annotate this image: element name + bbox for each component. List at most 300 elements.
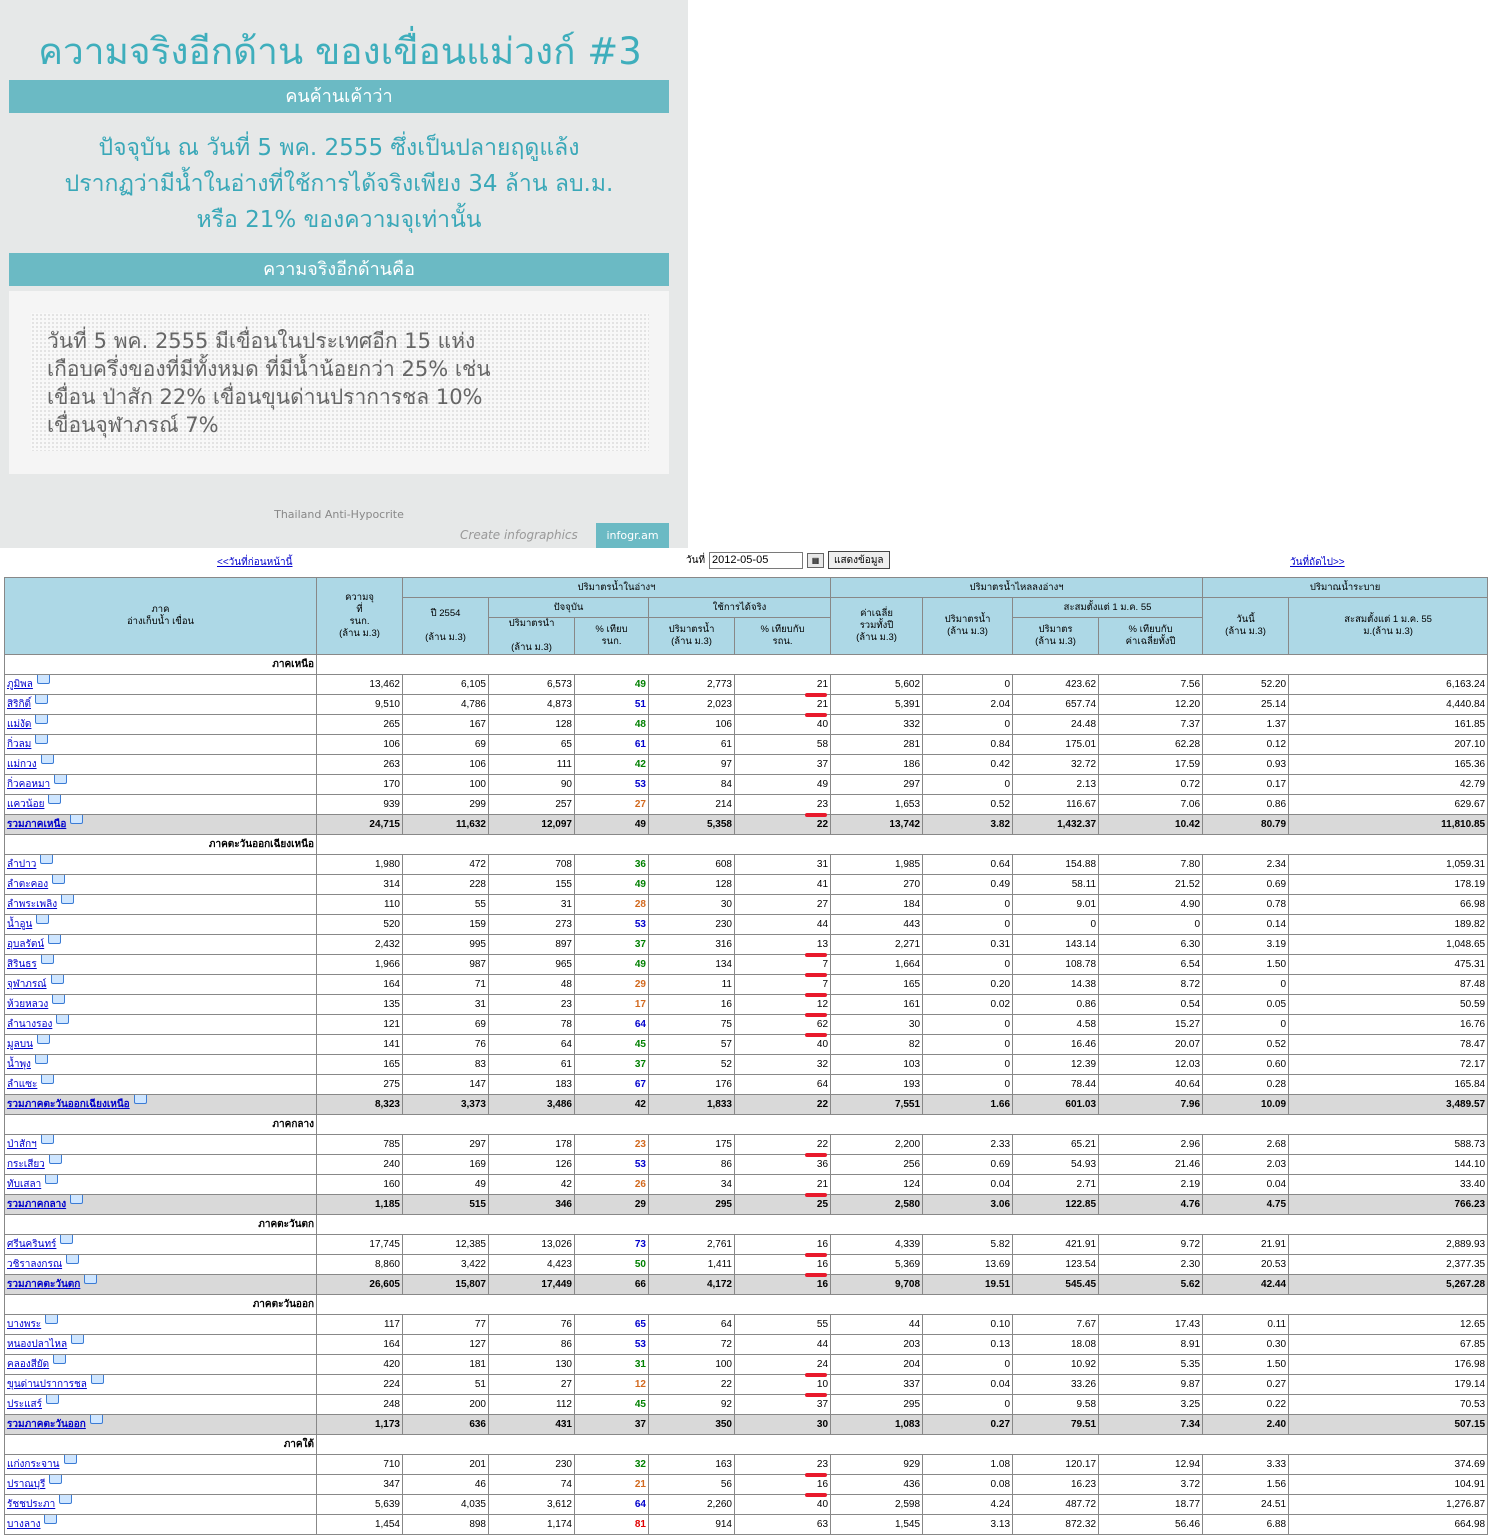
value-cell: 74 — [489, 1475, 575, 1495]
value-cell: 53 — [575, 1155, 649, 1175]
dam-data-table — [4, 577, 1488, 1535]
infogram-logo[interactable]: infogr.am — [596, 523, 669, 548]
value-cell: 2,432 — [317, 935, 403, 955]
dam-link[interactable]: คลองสียัด — [7, 1359, 50, 1370]
value-cell: 62.28 — [1099, 735, 1203, 755]
dam-cell — [5, 675, 317, 695]
infographic — [0, 0, 688, 548]
value-cell: 42.79 — [1289, 775, 1488, 795]
value-cell: 273 — [489, 915, 575, 935]
value-cell: 19.51 — [923, 1275, 1013, 1295]
value-cell: 44 — [831, 1315, 923, 1335]
dam-cell — [5, 975, 317, 995]
value-cell: 350 — [649, 1415, 735, 1435]
value-cell: 25.14 — [1203, 695, 1289, 715]
dam-link[interactable]: มูลบน — [7, 1039, 33, 1050]
table-row — [5, 1175, 1488, 1195]
value-cell: 76 — [489, 1315, 575, 1335]
value-cell: 2.03 — [1203, 1155, 1289, 1175]
value-cell: 110 — [317, 895, 403, 915]
chart-icon[interactable] — [44, 1515, 57, 1525]
value-cell: 49 — [575, 955, 649, 975]
value-cell: 0.04 — [1203, 1175, 1289, 1195]
dam-cell — [5, 715, 317, 735]
dam-cell — [5, 1275, 317, 1295]
dam-cell — [5, 1155, 317, 1175]
value-cell: 6,163.24 — [1289, 675, 1488, 695]
value-cell: 897 — [489, 935, 575, 955]
value-cell: 36 — [575, 855, 649, 875]
value-cell: 224 — [317, 1375, 403, 1395]
value-cell: 23 — [735, 795, 831, 815]
chart-icon[interactable] — [49, 1475, 62, 1485]
dam-link[interactable]: ลำปาว — [7, 859, 37, 870]
header-current-pct: % เทียบ รนก. — [575, 618, 649, 655]
highlight-mark — [805, 1473, 827, 1477]
value-cell: 26 — [575, 1175, 649, 1195]
dam-link[interactable]: ขุนด่านปราการชล — [7, 1379, 87, 1390]
value-cell: 0 — [1013, 915, 1099, 935]
dam-link[interactable]: วชิราลงกรณ — [7, 1259, 63, 1270]
dam-cell — [5, 735, 317, 755]
table-row — [5, 955, 1488, 975]
value-cell: 124 — [831, 1175, 923, 1195]
chart-icon[interactable] — [41, 1135, 54, 1145]
value-cell: 25 — [735, 1195, 831, 1215]
table-row — [5, 1355, 1488, 1375]
value-cell: 420 — [317, 1355, 403, 1375]
chart-icon[interactable] — [48, 795, 61, 805]
value-cell: 515 — [403, 1195, 489, 1215]
dam-link[interactable]: กิ่วคอหมา — [7, 779, 51, 790]
credit-text: Thailand Anti-Hypocrite — [274, 508, 404, 521]
value-cell: 7.56 — [1099, 675, 1203, 695]
value-cell: 48 — [575, 715, 649, 735]
dam-link[interactable]: ป่าสักฯ — [7, 1139, 37, 1150]
chart-icon[interactable] — [70, 1195, 83, 1205]
value-cell: 1.56 — [1203, 1475, 1289, 1495]
dam-link[interactable]: แม่กวง — [7, 759, 37, 770]
dam-cell — [5, 1075, 317, 1095]
dam-link[interactable]: สิรินธร — [7, 959, 37, 970]
dam-link[interactable]: น้ำพุง — [7, 1059, 31, 1070]
value-cell: 17.43 — [1099, 1315, 1203, 1335]
value-cell: 16 — [735, 1275, 831, 1295]
dam-link[interactable]: ห้วยหลวง — [7, 999, 49, 1010]
dam-link[interactable]: อุบลรัตน์ — [7, 939, 45, 950]
value-cell: 207.10 — [1289, 735, 1488, 755]
table-row — [5, 1515, 1488, 1535]
value-cell: 2.13 — [1013, 775, 1099, 795]
value-cell: 49 — [735, 775, 831, 795]
value-cell: 204 — [831, 1355, 923, 1375]
value-cell: 995 — [403, 935, 489, 955]
value-cell: 1,966 — [317, 955, 403, 975]
total-row — [5, 1415, 1488, 1435]
value-cell: 69 — [403, 1015, 489, 1035]
dam-link[interactable]: ลำนางรอง — [7, 1019, 53, 1030]
value-cell: 175 — [649, 1135, 735, 1155]
region-total-link[interactable]: รวมภาคกลาง — [7, 1199, 67, 1210]
value-cell: 0 — [923, 1055, 1013, 1075]
value-cell: 443 — [831, 915, 923, 935]
infographic-title: ความจริงอีกด้าน ของเขื่อนแม่วงก์ #3 — [38, 30, 642, 73]
chart-icon[interactable] — [90, 1415, 103, 1425]
show-data-button[interactable]: แสดงข้อมูล — [828, 551, 890, 569]
value-cell: 16 — [735, 1475, 831, 1495]
value-cell: 12,097 — [489, 815, 575, 835]
chart-icon[interactable] — [60, 1235, 73, 1245]
region-row — [5, 1215, 1488, 1235]
chart-icon[interactable] — [41, 1075, 54, 1085]
value-cell: 7.06 — [1099, 795, 1203, 815]
chart-icon[interactable] — [49, 1155, 62, 1165]
table-row — [5, 1155, 1488, 1175]
chart-icon[interactable] — [37, 1035, 50, 1045]
table-row — [5, 1455, 1488, 1475]
dam-link[interactable]: ศรีนครินทร์ — [7, 1239, 57, 1250]
value-cell: 42.44 — [1203, 1275, 1289, 1295]
chart-icon[interactable] — [51, 975, 64, 985]
value-cell: 64 — [575, 1495, 649, 1515]
value-cell: 16.23 — [1013, 1475, 1099, 1495]
value-cell: 106 — [649, 715, 735, 735]
dam-link[interactable]: น้ำอูน — [7, 919, 33, 930]
dam-cell — [5, 1175, 317, 1195]
value-cell: 520 — [317, 915, 403, 935]
value-cell: 30 — [831, 1015, 923, 1035]
value-cell: 42 — [575, 1095, 649, 1115]
value-cell: 42 — [489, 1175, 575, 1195]
chart-icon[interactable] — [53, 1355, 66, 1365]
value-cell: 161.85 — [1289, 715, 1488, 735]
value-cell: 3.33 — [1203, 1455, 1289, 1475]
value-cell: 314 — [317, 875, 403, 895]
value-cell: 0.64 — [923, 855, 1013, 875]
value-cell: 275 — [317, 1075, 403, 1095]
value-cell: 295 — [649, 1195, 735, 1215]
region-total-link[interactable]: รวมภาคตะวันออก — [7, 1419, 86, 1430]
value-cell: 0 — [923, 1035, 1013, 1055]
value-cell: 24,715 — [317, 815, 403, 835]
header-capacity: ความจุ ที่ รนก. (ล้าน ม.3) — [317, 578, 403, 655]
value-cell: 1,083 — [831, 1415, 923, 1435]
table-row — [5, 855, 1488, 875]
value-cell: 0.69 — [923, 1155, 1013, 1175]
value-cell: 144.10 — [1289, 1155, 1488, 1175]
chart-icon[interactable] — [52, 875, 65, 885]
value-cell: 50.59 — [1289, 995, 1488, 1015]
chart-icon[interactable] — [41, 755, 54, 765]
dam-link[interactable]: หนองปลาไหล — [7, 1339, 68, 1350]
chart-icon[interactable] — [70, 815, 83, 825]
value-cell: 147 — [403, 1075, 489, 1095]
dam-cell — [5, 1315, 317, 1335]
highlight-mark — [805, 1193, 827, 1197]
chart-icon[interactable] — [71, 1335, 84, 1345]
dam-link[interactable]: แม่งัด — [7, 719, 32, 730]
value-cell: 11,810.85 — [1289, 815, 1488, 835]
value-cell: 21 — [575, 1475, 649, 1495]
value-cell: 0.86 — [1013, 995, 1099, 1015]
value-cell: 0 — [923, 1355, 1013, 1375]
value-cell: 121 — [317, 1015, 403, 1035]
dam-cell — [5, 955, 317, 975]
value-cell: 154.88 — [1013, 855, 1099, 875]
dam-link[interactable]: สิริกิติ์ — [7, 699, 32, 710]
value-cell: 49 — [575, 875, 649, 895]
value-cell: 179.14 — [1289, 1375, 1488, 1395]
dam-link[interactable]: ปราณบุรี — [7, 1479, 46, 1490]
dam-link[interactable]: จุฬาภรณ์ — [7, 979, 47, 990]
value-cell: 472 — [403, 855, 489, 875]
dam-cell — [5, 1495, 317, 1515]
value-cell: 8,323 — [317, 1095, 403, 1115]
chart-icon[interactable] — [35, 735, 48, 745]
value-cell: 4,440.84 — [1289, 695, 1488, 715]
value-cell: 13.69 — [923, 1255, 1013, 1275]
dam-cell — [5, 1475, 317, 1495]
value-cell: 337 — [831, 1375, 923, 1395]
value-cell: 3.25 — [1099, 1395, 1203, 1415]
value-cell: 0 — [923, 775, 1013, 795]
value-cell: 929 — [831, 1455, 923, 1475]
dam-link[interactable]: บางพระ — [7, 1319, 42, 1330]
value-cell: 4,423 — [489, 1255, 575, 1275]
chart-icon[interactable] — [54, 775, 67, 785]
value-cell: 708 — [489, 855, 575, 875]
region-total-link[interactable]: รวมภาคตะวันตก — [7, 1279, 81, 1290]
value-cell: 3.06 — [923, 1195, 1013, 1215]
date-input[interactable] — [709, 552, 803, 569]
value-cell: 0.52 — [923, 795, 1013, 815]
value-cell: 5,369 — [831, 1255, 923, 1275]
value-cell: 106 — [403, 755, 489, 775]
dam-link[interactable]: ลำพระเพลิง — [7, 899, 58, 910]
region-total-link[interactable]: รวมภาคเหนือ — [7, 819, 67, 830]
value-cell: 155 — [489, 875, 575, 895]
dam-cell — [5, 1355, 317, 1375]
value-cell: 7.80 — [1099, 855, 1203, 875]
value-cell: 2.19 — [1099, 1175, 1203, 1195]
chart-icon[interactable] — [40, 855, 53, 865]
region-spacer — [317, 1295, 1488, 1315]
value-cell: 135 — [317, 995, 403, 1015]
claim-line: ปรากฏว่ามีน้ำในอ่างที่ใช้การได้จริงเพียง 34 ล้าน ลบ.ม. — [64, 171, 614, 197]
region-name: ภาคเหนือ — [5, 655, 317, 675]
value-cell: 64 — [649, 1315, 735, 1335]
next-day-link[interactable]: วันที่ถัดไป>> — [1290, 557, 1345, 568]
chart-icon[interactable] — [66, 1255, 79, 1265]
fact-panel — [31, 313, 649, 451]
value-cell: 12 — [735, 995, 831, 1015]
table-row — [5, 1035, 1488, 1055]
value-cell: 13,026 — [489, 1235, 575, 1255]
calendar-icon[interactable]: ▦ — [807, 553, 824, 568]
value-cell: 710 — [317, 1455, 403, 1475]
total-row — [5, 1195, 1488, 1215]
dam-link[interactable]: แควน้อย — [7, 799, 45, 810]
dam-link[interactable]: ลำตะคอง — [7, 879, 49, 890]
table-row — [5, 1075, 1488, 1095]
dam-cell — [5, 1375, 317, 1395]
dam-link[interactable]: บางลาง — [7, 1519, 41, 1530]
value-cell: 0.93 — [1203, 755, 1289, 775]
value-cell: 1,174 — [489, 1515, 575, 1535]
value-cell: 0 — [923, 895, 1013, 915]
highlight-mark — [805, 993, 827, 997]
value-cell: 4.75 — [1203, 1195, 1289, 1215]
chart-icon[interactable] — [59, 1495, 72, 1505]
dam-cell — [5, 1255, 317, 1275]
dam-link[interactable]: กิ่วลม — [7, 739, 32, 750]
value-cell: 33.40 — [1289, 1175, 1488, 1195]
chart-icon[interactable] — [61, 895, 74, 905]
dam-link[interactable]: แก่งกระจาน — [7, 1459, 60, 1470]
value-cell: 0.13 — [923, 1335, 1013, 1355]
header-cumulative: สะสมตั้งแต่ 1 ม.ค. 55 — [1013, 598, 1203, 618]
region-row — [5, 1295, 1488, 1315]
dam-cell — [5, 1055, 317, 1075]
value-cell: 193 — [831, 1075, 923, 1095]
value-cell: 2.40 — [1203, 1415, 1289, 1435]
prev-day-link[interactable]: <<วันที่ก่อนหน้านี้ — [217, 557, 293, 568]
value-cell: 103 — [831, 1055, 923, 1075]
value-cell: 2,761 — [649, 1235, 735, 1255]
region-name: ภาคตะวันออก — [5, 1295, 317, 1315]
dam-link[interactable]: กระเสียว — [7, 1159, 45, 1170]
value-cell: 20.07 — [1099, 1035, 1203, 1055]
value-cell: 44 — [735, 1335, 831, 1355]
value-cell: 0.54 — [1099, 995, 1203, 1015]
value-cell: 22 — [735, 1135, 831, 1155]
dam-cell — [5, 795, 317, 815]
value-cell: 2,889.93 — [1289, 1235, 1488, 1255]
value-cell: 4.58 — [1013, 1015, 1099, 1035]
value-cell: 5.35 — [1099, 1355, 1203, 1375]
value-cell: 37 — [735, 755, 831, 775]
value-cell: 6.88 — [1203, 1515, 1289, 1535]
value-cell: 939 — [317, 795, 403, 815]
value-cell: 4,786 — [403, 695, 489, 715]
chart-icon[interactable] — [35, 1055, 48, 1065]
claim-line: ปัจจุบัน ณ วันที่ 5 พค. 2555 ซึ่งเป็นปลายฤดูแล้ง — [98, 135, 580, 161]
value-cell: 2,598 — [831, 1495, 923, 1515]
value-cell: 51 — [403, 1375, 489, 1395]
value-cell: 1.50 — [1203, 1355, 1289, 1375]
total-row — [5, 1275, 1488, 1295]
chart-icon[interactable] — [64, 1455, 77, 1465]
region-spacer — [317, 835, 1488, 855]
chart-icon[interactable] — [37, 675, 50, 685]
dam-link[interactable]: รัชชประภา — [7, 1499, 56, 1510]
value-cell: 22 — [649, 1375, 735, 1395]
value-cell: 104.91 — [1289, 1475, 1488, 1495]
value-cell: 70.53 — [1289, 1395, 1488, 1415]
value-cell: 0 — [1203, 975, 1289, 995]
value-cell: 30 — [649, 895, 735, 915]
value-cell: 160 — [317, 1175, 403, 1195]
value-cell: 2,200 — [831, 1135, 923, 1155]
chart-icon[interactable] — [45, 1175, 58, 1185]
value-cell: 6.54 — [1099, 955, 1203, 975]
value-cell: 61 — [649, 735, 735, 755]
value-cell: 436 — [831, 1475, 923, 1495]
value-cell: 23 — [575, 1135, 649, 1155]
chart-icon[interactable] — [48, 935, 61, 945]
chart-icon[interactable] — [35, 715, 48, 725]
value-cell: 2,260 — [649, 1495, 735, 1515]
value-cell: 0.84 — [923, 735, 1013, 755]
table-row — [5, 755, 1488, 775]
chart-icon[interactable] — [52, 995, 65, 1005]
value-cell: 295 — [831, 1395, 923, 1415]
chart-icon[interactable] — [46, 1395, 59, 1405]
chart-icon[interactable] — [36, 915, 49, 925]
value-cell: 16.76 — [1289, 1015, 1488, 1035]
value-cell: 16 — [735, 1235, 831, 1255]
value-cell: 65 — [575, 1315, 649, 1335]
dam-cell — [5, 935, 317, 955]
value-cell: 1.37 — [1203, 715, 1289, 735]
value-cell: 9.01 — [1013, 895, 1099, 915]
value-cell: 10.42 — [1099, 815, 1203, 835]
value-cell: 57 — [649, 1035, 735, 1055]
value-cell: 82 — [831, 1035, 923, 1055]
chart-icon[interactable] — [45, 1315, 58, 1325]
chart-icon[interactable] — [134, 1095, 147, 1105]
value-cell: 72.17 — [1289, 1055, 1488, 1075]
chart-icon[interactable] — [41, 955, 54, 965]
value-cell: 46 — [403, 1475, 489, 1495]
value-cell: 80.79 — [1203, 815, 1289, 835]
value-cell: 79.51 — [1013, 1415, 1099, 1435]
dam-link[interactable]: ทับเสลา — [7, 1179, 42, 1190]
dam-link[interactable]: ประแสร์ — [7, 1399, 43, 1410]
chart-icon[interactable] — [91, 1375, 104, 1385]
highlight-mark — [805, 1013, 827, 1017]
value-cell: 0.78 — [1203, 895, 1289, 915]
value-cell: 297 — [831, 775, 923, 795]
value-cell: 24.48 — [1013, 715, 1099, 735]
create-infographics-link[interactable]: Create infographics — [460, 528, 578, 542]
value-cell: 112 — [489, 1395, 575, 1415]
table-row — [5, 1315, 1488, 1335]
value-cell: 130 — [489, 1355, 575, 1375]
value-cell: 178.19 — [1289, 875, 1488, 895]
table-row — [5, 715, 1488, 735]
value-cell: 183 — [489, 1075, 575, 1095]
value-cell: 0.08 — [923, 1475, 1013, 1495]
value-cell: 2.96 — [1099, 1135, 1203, 1155]
region-total-link[interactable]: รวมภาคตะวันออกเฉียงเหนือ — [7, 1099, 130, 1110]
value-cell: 40 — [735, 715, 831, 735]
value-cell: 608 — [649, 855, 735, 875]
dam-link[interactable]: ภูมิพล — [7, 679, 33, 690]
dam-link[interactable]: ลำแซะ — [7, 1079, 38, 1090]
chart-icon[interactable] — [84, 1275, 97, 1285]
value-cell: 0.60 — [1203, 1055, 1289, 1075]
table-row — [5, 1475, 1488, 1495]
value-cell: 128 — [489, 715, 575, 735]
region-row — [5, 1435, 1488, 1455]
chart-icon[interactable] — [56, 1015, 69, 1025]
value-cell: 8.72 — [1099, 975, 1203, 995]
value-cell: 24.51 — [1203, 1495, 1289, 1515]
dam-cell — [5, 755, 317, 775]
chart-icon[interactable] — [35, 695, 48, 705]
value-cell: 100 — [649, 1355, 735, 1375]
